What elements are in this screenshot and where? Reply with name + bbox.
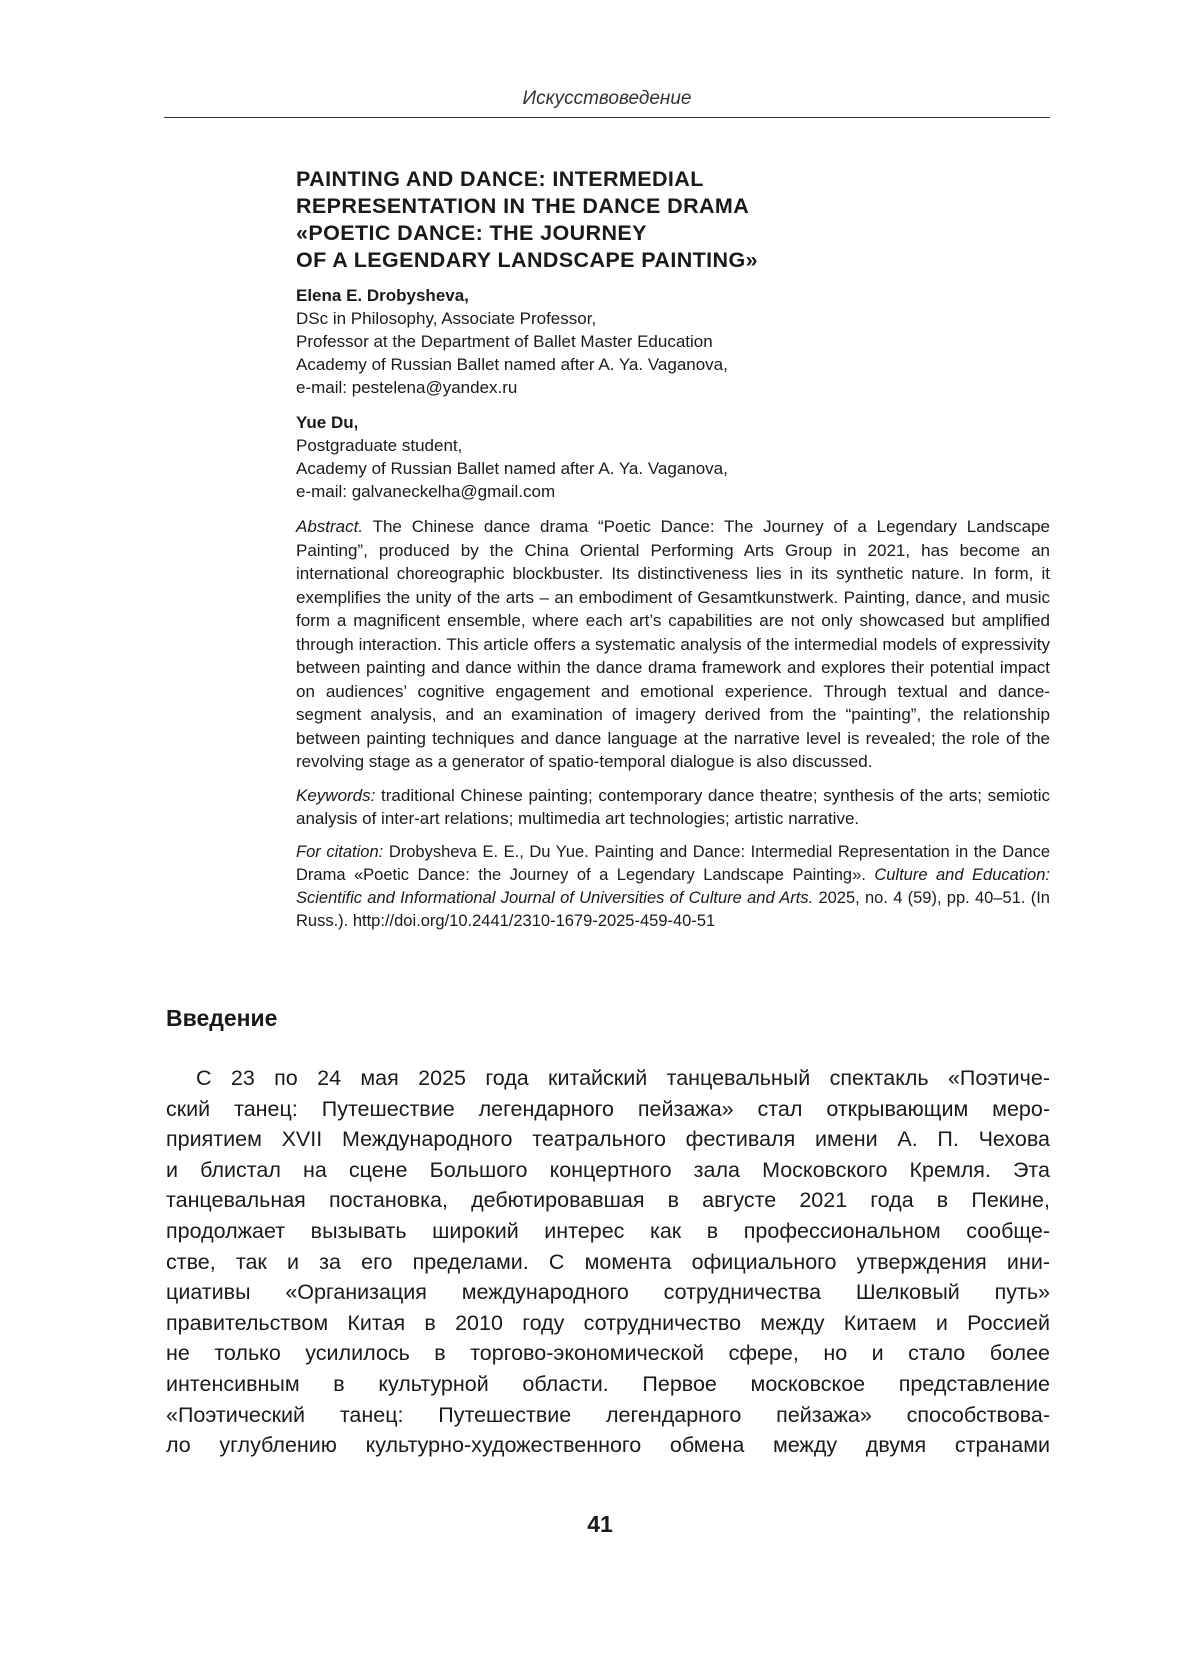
author-name: Elena E. Drobysheva,: [296, 286, 469, 305]
body-line: интенсивным в культурной области. Первое московское представление: [166, 1371, 1050, 1396]
abstract-label: Abstract.: [296, 517, 364, 536]
body-line: циативы «Организация международного сотрудничества Шелковый путь»: [166, 1280, 1050, 1305]
author-affiliation: Professor at the Department of Ballet Master Education: [296, 332, 713, 351]
citation-details: 2025, no. 4 (59), pp. 40–51. (In Russ.). http://doi.org/10.2441/2310-1679-2025-459-40-51: [296, 888, 1050, 930]
author-affiliation: Academy of Russian Ballet named after A. Ya. Vaganova,: [296, 355, 728, 374]
keywords-label: Keywords:: [296, 785, 376, 805]
citation: [296, 841, 1050, 933]
citation-journal: Culture and Education: Scientific and Informational Journal of Universities of Culture and Arts.: [296, 865, 1050, 907]
body-line: приятием XVII Международного театрального фестиваля имени А. П. Чехова: [166, 1127, 1050, 1152]
article-front-matter: [296, 166, 1050, 933]
author-1: [296, 284, 1050, 399]
body-line: правительством Китая в 2010 году сотрудничество между Китаем и Россией: [166, 1310, 1050, 1335]
title-line: PAINTING AND DANCE: INTERMEDIAL: [296, 167, 704, 191]
author-2: [296, 411, 1050, 503]
page-number: 41: [587, 1511, 613, 1537]
title-line: REPRESENTATION IN THE DANCE DRAMA: [296, 194, 750, 218]
body-line: и блистал на сцене Большого концертного зала Московского Кремля. Эта: [166, 1157, 1050, 1182]
body-line: ло углублению культурно-художественного обмена между двумя странами: [166, 1433, 1050, 1458]
citation-label: For citation:: [296, 842, 384, 861]
body-line: продолжает вызывать широкий интерес как в профессиональном сообще-: [166, 1218, 1050, 1243]
abstract: [296, 515, 1050, 774]
keywords: [296, 784, 1050, 831]
title-line: «POETIC DANCE: THE JOURNEY: [296, 221, 647, 245]
author-affiliation: DSc in Philosophy, Associate Professor,: [296, 309, 597, 328]
author-name: Yue Du,: [296, 413, 359, 432]
title-line: OF A LEGENDARY LANDSCAPE PAINTING»: [296, 248, 758, 272]
citation-text: Drobysheva E. E., Du Yue. Painting and Dance: Intermedial Representation in the Dance Drama «Poetic Dance: the Journey of a Legendary Landscape Painting».: [296, 842, 1050, 884]
body-line: танцевальная постановка, дебютировавшая в августе 2021 года в Пекине,: [166, 1188, 1050, 1213]
abstract-text: The Chinese dance drama “Poetic Dance: The Journey of a Legendary Landscape Painting”, produced by the China Oriental Performing Arts Group in 2021, has become an international choreographic blockbuster. Its distinctiveness lies in its synthetic nature. In form, it exemplifies the unity of the arts – an embodiment of Gesamtkunstwerk. Painting, dance, and music form a magnificent ensemble, where each art’s capabilities are not only showcased but amplified through interaction. This article offers a systematic analysis of the intermedial models of expressivity between painting and dance within the dance drama framework and explores their potential impact on audiences’ cognitive engagement and emotional experience. Through textual and dance-segment analysis, and an examination of imagery derived from the “painting”, the relationship between painting techniques and dance language at the narrative level is revealed; the role of the revolving stage as a generator of spatio-temporal dialogue is also discussed.: [296, 517, 1050, 771]
body-line: не только усилилось в торгово-экономической сфере, но и стало более: [166, 1341, 1050, 1366]
author-affiliation: Postgraduate student,: [296, 436, 463, 455]
body-line: стве, так и за его пределами. С момента официального утверждения ини-: [166, 1249, 1050, 1274]
body-line: «Поэтический танец: Путешествие легендарного пейзажа» способствова-: [166, 1402, 1050, 1427]
running-header: Искусствоведение: [522, 88, 692, 109]
author-email: e-mail: pestelena@yandex.ru: [296, 378, 518, 397]
article-title: [296, 166, 1050, 274]
body-line: ский танец: Путешествие легендарного пейзажа» стал открывающим меро-: [166, 1096, 1050, 1121]
header-rule: [164, 117, 1050, 118]
author-email: e-mail: galvaneckelha@gmail.com: [296, 482, 556, 501]
body-text: [166, 1063, 1050, 1461]
body-line: С 23 по 24 мая 2025 года китайский танцевальный спектакль «Поэтиче-: [196, 1066, 1050, 1090]
keywords-text: traditional Chinese painting; contemporary dance theatre; synthesis of the arts; semiotic analysis of inter-art relations; multimedia art technologies; artistic narrative.: [296, 785, 1050, 828]
section-heading: Введение: [166, 1005, 278, 1031]
author-affiliation: Academy of Russian Ballet named after A. Ya. Vaganova,: [296, 459, 728, 478]
